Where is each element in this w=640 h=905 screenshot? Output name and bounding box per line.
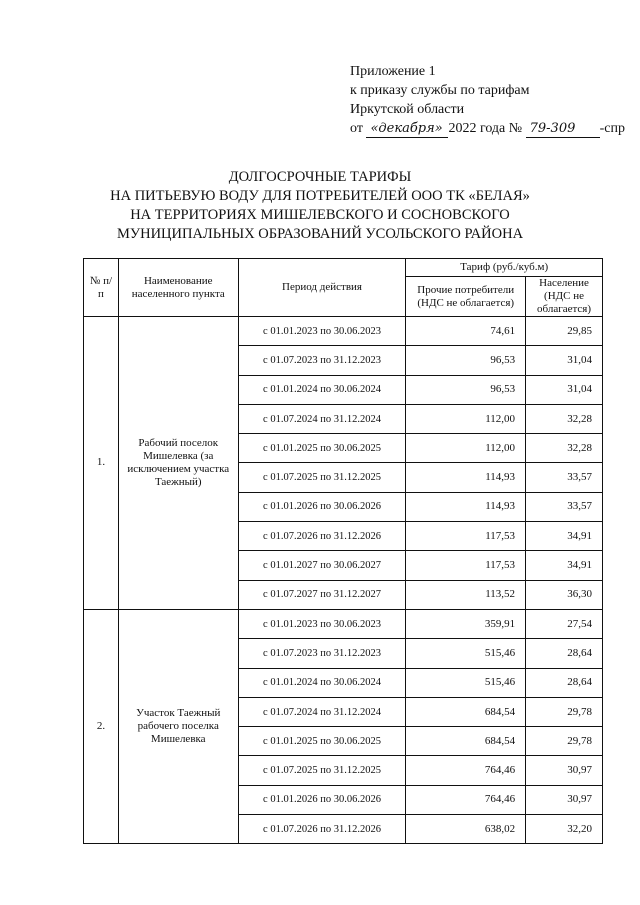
other-consumers-tariff: 684,54: [406, 727, 526, 756]
other-consumers-tariff: 96,53: [406, 375, 526, 404]
period-cell: с 01.01.2023 по 30.06.2023: [238, 317, 406, 346]
period-cell: с 01.01.2024 по 30.06.2024: [238, 375, 406, 404]
period-cell: с 01.07.2027 по 31.12.2027: [238, 580, 406, 609]
title-line-2: НА ПИТЬЕВУЮ ВОДУ ДЛЯ ПОТРЕБИТЕЛЕЙ ООО ТК «БЕЛАЯ»: [110, 188, 530, 204]
header-other-consumers: Прочие потребители (НДС не облагается): [406, 277, 526, 317]
period-cell: с 01.07.2025 по 31.12.2025: [238, 463, 406, 492]
other-consumers-tariff: 117,53: [406, 551, 526, 580]
header-num: № п/п: [84, 259, 119, 317]
population-tariff: 30,97: [526, 785, 603, 814]
period-cell: с 01.07.2024 по 31.12.2024: [238, 697, 406, 726]
appendix-line-4: [350, 119, 625, 138]
population-tariff: 29,85: [526, 317, 603, 346]
header-settlement: Наименование населенного пункта: [118, 259, 238, 317]
table-row: [84, 609, 603, 638]
settlement-name: Участок Таежный рабочего поселка Мишелевка: [118, 609, 238, 843]
appendix-suffix: -спр: [599, 121, 625, 136]
period-cell: с 01.01.2025 по 30.06.2025: [238, 727, 406, 756]
population-tariff: 31,04: [526, 346, 603, 375]
population-tariff: 31,04: [526, 375, 603, 404]
period-cell: с 01.07.2026 по 31.12.2026: [238, 815, 406, 844]
population-tariff: 32,20: [526, 815, 603, 844]
table-row: [84, 317, 603, 346]
period-cell: с 01.07.2023 по 31.12.2023: [238, 639, 406, 668]
population-tariff: 27,54: [526, 609, 603, 638]
appendix-line-2: к приказу службы по тарифам: [350, 83, 530, 98]
population-tariff: 29,78: [526, 727, 603, 756]
tariff-table: [83, 258, 603, 844]
other-consumers-tariff: 114,93: [406, 492, 526, 521]
population-tariff: 33,57: [526, 492, 603, 521]
table-body: [84, 317, 603, 844]
period-cell: с 01.01.2026 по 30.06.2026: [238, 492, 406, 521]
other-consumers-tariff: 638,02: [406, 815, 526, 844]
other-consumers-tariff: 515,46: [406, 639, 526, 668]
appendix-line-1: Приложение 1: [350, 64, 436, 79]
other-consumers-tariff: 359,91: [406, 609, 526, 638]
other-consumers-tariff: 112,00: [406, 434, 526, 463]
population-tariff: 29,78: [526, 697, 603, 726]
handwritten-number: 79-309: [526, 121, 600, 138]
title-line-4: МУНИЦИПАЛЬНЫХ ОБРАЗОВАНИЙ УСОЛЬСКОГО РАЙОНА: [116, 226, 524, 242]
population-tariff: 28,64: [526, 639, 603, 668]
population-tariff: 36,30: [526, 580, 603, 609]
appendix-prefix: от: [350, 121, 363, 136]
handwritten-date: «декабря»: [366, 121, 448, 138]
population-tariff: 32,28: [526, 404, 603, 433]
other-consumers-tariff: 764,46: [406, 756, 526, 785]
population-tariff: 30,97: [526, 756, 603, 785]
appendix-line-3: Иркутской области: [350, 102, 465, 117]
header-tariff: Тариф (руб./куб.м): [406, 259, 603, 277]
population-tariff: 28,64: [526, 668, 603, 697]
row-number: 1.: [84, 317, 119, 610]
other-consumers-tariff: 684,54: [406, 697, 526, 726]
appendix-block: [350, 62, 625, 138]
period-cell: с 01.01.2025 по 30.06.2025: [238, 434, 406, 463]
other-consumers-tariff: 515,46: [406, 668, 526, 697]
other-consumers-tariff: 113,52: [406, 580, 526, 609]
settlement-name: Рабочий поселок Мишелевка (за исключением участка Таежный): [118, 317, 238, 610]
period-cell: с 01.01.2027 по 30.06.2027: [238, 551, 406, 580]
title-line-3: НА ТЕРРИТОРИЯХ МИШЕЛЕВСКОГО И СОСНОВСКОГО: [130, 207, 510, 223]
other-consumers-tariff: 117,53: [406, 522, 526, 551]
period-cell: с 01.07.2023 по 31.12.2023: [238, 346, 406, 375]
other-consumers-tariff: 114,93: [406, 463, 526, 492]
population-tariff: 32,28: [526, 434, 603, 463]
period-cell: с 01.01.2023 по 30.06.2023: [238, 609, 406, 638]
period-cell: с 01.07.2025 по 31.12.2025: [238, 756, 406, 785]
header-population: Население (НДС не облагается): [526, 277, 603, 317]
title-line-1: ДОЛГОСРОЧНЫЕ ТАРИФЫ: [228, 169, 412, 185]
period-cell: с 01.01.2026 по 30.06.2026: [238, 785, 406, 814]
other-consumers-tariff: 764,46: [406, 785, 526, 814]
appendix-year: 2022 года №: [448, 121, 523, 136]
other-consumers-tariff: 112,00: [406, 404, 526, 433]
document-title: [0, 168, 640, 244]
other-consumers-tariff: 74,61: [406, 317, 526, 346]
period-cell: с 01.07.2024 по 31.12.2024: [238, 404, 406, 433]
header-period: Период действия: [238, 259, 406, 317]
other-consumers-tariff: 96,53: [406, 346, 526, 375]
row-number: 2.: [84, 609, 119, 843]
population-tariff: 34,91: [526, 551, 603, 580]
population-tariff: 33,57: [526, 463, 603, 492]
period-cell: с 01.07.2026 по 31.12.2026: [238, 522, 406, 551]
period-cell: с 01.01.2024 по 30.06.2024: [238, 668, 406, 697]
population-tariff: 34,91: [526, 522, 603, 551]
